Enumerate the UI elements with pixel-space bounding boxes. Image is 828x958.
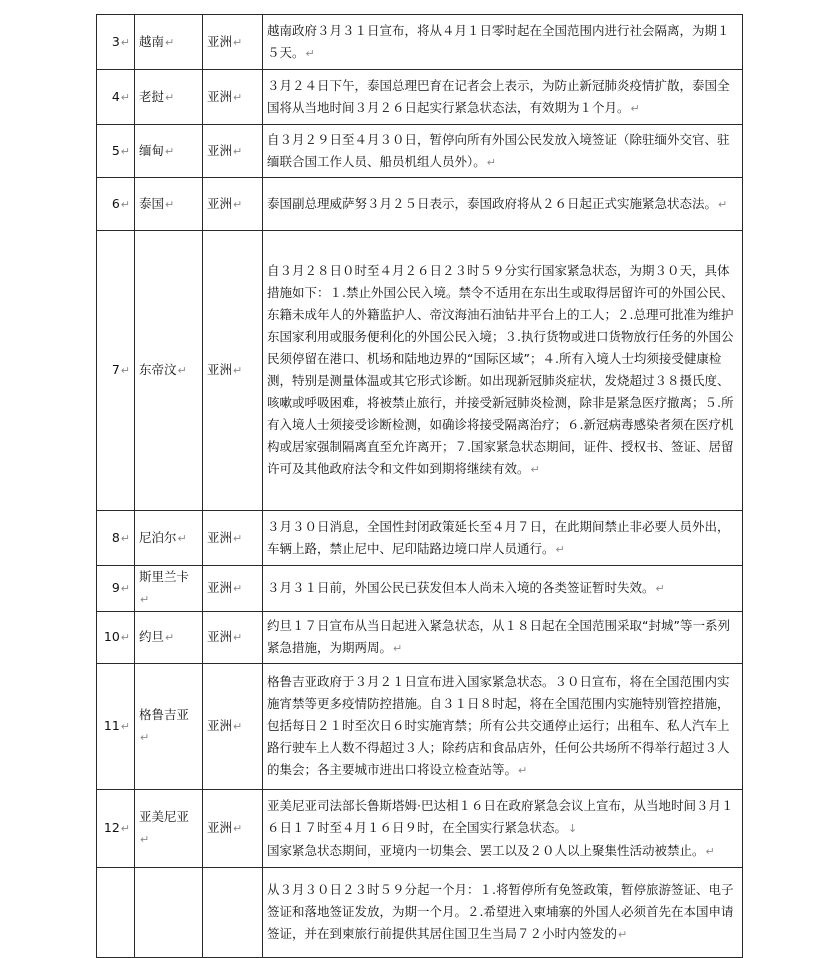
paragraph-mark-icon: ↵ bbox=[177, 364, 187, 377]
paragraph-mark-icon: ↵ bbox=[530, 463, 540, 476]
table-row bbox=[97, 70, 743, 125]
policy-text: 格鲁吉亚政府于３月２１日宣布进入国家紧急状态。３０日宣布，将在全国范围内实施宵禁等更多疫情防控措施。自３１日８时起，将在全国范围内实施特别管控措施，包括每日２１时至次日６时实施宵禁；所有公共交通停止运行；出租车、私人汽车上路行驶车上人数不得超过３人；除药店和食品店外，任何公共场所不得举行超过３人的集会；各主要城市进出口将设立检查站等。 bbox=[267, 674, 730, 777]
region-cell-text: 亚洲 bbox=[207, 529, 233, 545]
policy-text: 泰国副总理威萨努３月２５日表示，泰国政府将从２６日起正式实施紧急状态法。 bbox=[267, 195, 718, 211]
policy-description-cell bbox=[263, 664, 743, 790]
policy-text: ３月３０日消息，全国性封闭政策延长至４月７日，在此期间禁止非必要人员外出，车辆上路，禁止尼中、尼印陆路边境口岸人员通行。 bbox=[267, 518, 730, 556]
region-cell bbox=[203, 15, 263, 70]
paragraph-mark-icon: ↵ bbox=[555, 542, 565, 556]
table-row bbox=[97, 125, 743, 178]
policy-description-cell bbox=[263, 511, 743, 566]
region-cell-text: 亚洲 bbox=[207, 718, 233, 733]
policy-paragraph bbox=[267, 671, 738, 782]
table-row bbox=[97, 178, 743, 231]
table-row bbox=[97, 511, 743, 566]
row-number-cell-text: 5 bbox=[111, 142, 120, 158]
paragraph-mark-icon: ↵ bbox=[233, 582, 243, 595]
region-cell bbox=[203, 231, 263, 511]
region-cell-text: 亚洲 bbox=[207, 362, 233, 377]
paragraph-mark-icon: ↵ bbox=[486, 155, 496, 169]
country-cell bbox=[135, 868, 203, 958]
region-cell bbox=[203, 664, 263, 790]
row-number-cell bbox=[97, 664, 135, 790]
policy-description-cell bbox=[263, 868, 743, 958]
country-cell-text: 尼泊尔 bbox=[139, 529, 177, 545]
region-cell bbox=[203, 566, 263, 612]
policy-description-cell bbox=[263, 70, 743, 125]
row-number-cell-text: 7 bbox=[111, 362, 120, 377]
paragraph-mark-icon: ↵ bbox=[120, 35, 130, 49]
row-number-cell bbox=[97, 70, 135, 125]
paragraph-mark-icon: ↵ bbox=[655, 582, 665, 595]
policy-text: 国家紧急状态期间，亚境内一切集会、罢工以及２０人以上聚集性活动被禁止。 bbox=[267, 842, 705, 858]
policy-description-cell bbox=[263, 790, 743, 868]
policy-paragraph bbox=[267, 193, 738, 216]
paragraph-mark-icon: ↵ bbox=[140, 731, 150, 744]
region-cell bbox=[203, 511, 263, 566]
row-number-cell bbox=[97, 790, 135, 868]
country-cell-text: 缅甸 bbox=[139, 142, 165, 158]
policy-text: ３月２４日下午，泰国总理巴育在记者会上表示，为防止新冠肺炎疫情扩散，泰国全国将从当地时间３月２６日起实行紧急状态法，有效期为１个月。 bbox=[267, 77, 730, 115]
paragraph-mark-icon: ↵ bbox=[120, 90, 130, 104]
paragraph-mark-icon: ↵ bbox=[233, 822, 243, 835]
paragraph-mark-icon: ↵ bbox=[120, 822, 130, 835]
row-number-cell bbox=[97, 868, 135, 958]
table-row bbox=[97, 15, 743, 70]
country-cell bbox=[135, 566, 203, 612]
paragraph-mark-icon: ↵ bbox=[233, 364, 243, 377]
paragraph-mark-icon: ↵ bbox=[177, 531, 187, 545]
policy-paragraph bbox=[267, 615, 738, 660]
table-row bbox=[97, 566, 743, 612]
paragraph-mark-icon: ↵ bbox=[393, 642, 403, 655]
paragraph-mark-icon: ↵ bbox=[140, 833, 150, 846]
row-number-cell-text: 6 bbox=[111, 195, 120, 211]
line-break-icon: ↓ bbox=[568, 821, 578, 835]
region-cell-text: 亚洲 bbox=[207, 820, 233, 835]
row-number-cell-text: 12 bbox=[103, 820, 120, 835]
policy-paragraph bbox=[267, 516, 738, 561]
paragraph-mark-icon: ↵ bbox=[165, 35, 175, 49]
row-number-cell bbox=[97, 566, 135, 612]
country-cell bbox=[135, 612, 203, 664]
country-cell bbox=[135, 790, 203, 868]
paragraph-mark-icon: ↵ bbox=[518, 764, 528, 777]
paragraph-mark-icon: ↵ bbox=[120, 582, 130, 595]
paragraph-mark-icon: ↵ bbox=[120, 144, 130, 158]
region-cell-text: 亚洲 bbox=[207, 33, 233, 49]
table-row bbox=[97, 231, 743, 511]
region-cell-text: 亚洲 bbox=[207, 629, 233, 644]
row-number-cell-text: 8 bbox=[111, 529, 120, 545]
row-number-cell bbox=[97, 178, 135, 231]
paragraph-mark-icon: ↵ bbox=[165, 197, 175, 211]
policy-paragraph bbox=[267, 879, 738, 946]
paragraph-mark-icon: ↵ bbox=[165, 144, 175, 158]
paragraph-mark-icon: ↵ bbox=[120, 631, 130, 644]
country-cell bbox=[135, 125, 203, 178]
region-cell-text: 亚洲 bbox=[207, 88, 233, 104]
row-number-cell bbox=[97, 125, 135, 178]
policy-paragraph bbox=[267, 795, 738, 840]
region-cell bbox=[203, 868, 263, 958]
policy-paragraph bbox=[267, 20, 738, 65]
paragraph-mark-icon: ↵ bbox=[120, 364, 130, 377]
row-number-cell bbox=[97, 231, 135, 511]
policy-text: 自３月２９日至４月３０日，暂停向所有外国公民发放入境签证（除驻缅外交官、驻缅联合国工作人员、船员机组人员外）。 bbox=[267, 131, 730, 169]
paragraph-mark-icon: ↵ bbox=[120, 720, 130, 733]
paragraph-mark-icon: ↵ bbox=[233, 90, 243, 104]
policy-text: 约旦１７日宣布从当日起进入紧急状态，从１８日起在全国范围采取“封城”等一系列紧急措施，为期两周。 bbox=[267, 618, 730, 655]
region-cell bbox=[203, 70, 263, 125]
row-number-cell bbox=[97, 511, 135, 566]
policy-description-cell bbox=[263, 566, 743, 612]
policy-text: 亚美尼亚司法部长鲁斯塔姆·巴达相１６日在政府紧急会议上宣布，从当地时间３月１６日１７时至４月１６日９时，在全国实行紧急状态。 bbox=[267, 797, 734, 835]
policy-text: 自３月２８日０时至４月２６日２３时５９分实行国家紧急状态，为期３０天，具体措施如下：１.禁止外国公民入境。禁令不适用在东出生或取得居留许可的外国公民、东籍未成年人的外籍监护人、帝汶海油石油钻井平台上的工人；２.总理可批准为维护东国家利用或服务便利化的外国公民入境；３.执行货物或进口货物放行任务的外国公民须停留在港口、机场和陆地边界的“国际区域”；４.所有入境人士均须接受健康检测，特别是测量体温或其它形式诊断。如出现新冠肺炎症状，发烧超过３８摄氏度、咳嗽或呼吸困难，将被禁止旅行，并接受新冠肺炎检测，除非是紧急医疗撤离；５.所有入境人士须接受诊断检测，如确诊将接受隔离治疗；６.新冠病毒感染者须在医疗机构或居家强制隔离直至允许离开；７.国家紧急状态期间，证件、授权书、签证、居留许可及其他政府法令和文件如到期将继续有效。 bbox=[267, 263, 734, 476]
row-number-cell-text: 4 bbox=[111, 88, 120, 104]
table-row bbox=[97, 664, 743, 790]
paragraph-mark-icon: ↵ bbox=[233, 631, 243, 644]
paragraph-mark-icon: ↵ bbox=[165, 90, 175, 104]
region-cell bbox=[203, 612, 263, 664]
row-number-cell-text: 11 bbox=[103, 718, 120, 733]
policy-paragraph bbox=[267, 260, 738, 481]
country-cell-text: 泰国 bbox=[139, 195, 165, 211]
region-cell-text: 亚洲 bbox=[207, 580, 233, 595]
policy-paragraph bbox=[267, 840, 738, 863]
country-cell-text: 格鲁吉亚 bbox=[139, 707, 190, 722]
paragraph-mark-icon: ↵ bbox=[305, 46, 315, 60]
country-cell bbox=[135, 70, 203, 125]
country-cell-text: 斯里兰卡 bbox=[139, 569, 190, 584]
country-cell bbox=[135, 15, 203, 70]
paragraph-mark-icon: ↵ bbox=[120, 531, 130, 545]
policy-description-cell bbox=[263, 15, 743, 70]
row-number-cell-text: 3 bbox=[111, 33, 120, 49]
table-row bbox=[97, 868, 743, 958]
paragraph-mark-icon: ↵ bbox=[718, 197, 728, 211]
country-cell bbox=[135, 231, 203, 511]
country-cell-text: 越南 bbox=[139, 33, 165, 49]
row-number-cell bbox=[97, 612, 135, 664]
table-row bbox=[97, 790, 743, 868]
country-cell bbox=[135, 511, 203, 566]
policy-description-cell bbox=[263, 612, 743, 664]
paragraph-mark-icon: ↵ bbox=[233, 197, 243, 211]
paragraph-mark-icon: ↵ bbox=[233, 531, 243, 545]
paragraph-mark-icon: ↵ bbox=[233, 35, 243, 49]
country-cell-text: 亚美尼亚 bbox=[139, 809, 190, 824]
country-policy-table bbox=[96, 14, 743, 958]
region-cell bbox=[203, 178, 263, 231]
policy-paragraph bbox=[267, 129, 738, 174]
row-number-cell-text: 9 bbox=[111, 580, 120, 595]
paragraph-mark-icon: ↵ bbox=[165, 631, 175, 644]
paragraph-mark-icon: ↵ bbox=[233, 144, 243, 158]
region-cell bbox=[203, 790, 263, 868]
table-row bbox=[97, 612, 743, 664]
country-cell-text: 老挝 bbox=[139, 88, 165, 104]
country-cell bbox=[135, 664, 203, 790]
row-number-cell-text: 10 bbox=[103, 629, 120, 644]
country-cell-text: 东帝汶 bbox=[139, 362, 177, 377]
table-body bbox=[97, 15, 743, 958]
paragraph-mark-icon: ↵ bbox=[705, 844, 715, 858]
country-cell bbox=[135, 178, 203, 231]
paragraph-mark-icon: ↵ bbox=[140, 593, 150, 606]
paragraph-mark-icon: ↵ bbox=[630, 101, 640, 115]
policy-paragraph bbox=[267, 75, 738, 120]
paragraph-mark-icon: ↵ bbox=[233, 720, 243, 733]
paragraph-mark-icon: ↵ bbox=[618, 928, 628, 941]
paragraph-mark-icon: ↵ bbox=[120, 197, 130, 211]
region-cell-text: 亚洲 bbox=[207, 195, 233, 211]
policy-description-cell bbox=[263, 125, 743, 178]
policy-description-cell bbox=[263, 231, 743, 511]
region-cell bbox=[203, 125, 263, 178]
policy-text: 越南政府３月３１日宣布，将从４月１日零时起在全国范围内进行社会隔离，为期１５天。 bbox=[267, 22, 730, 60]
row-number-cell bbox=[97, 15, 135, 70]
country-cell-text: 约旦 bbox=[139, 629, 165, 644]
policy-paragraph bbox=[267, 577, 738, 600]
policy-text: ３月３１日前，外国公民已获发但本人尚未入境的各类签证暂时失效。 bbox=[267, 580, 655, 595]
policy-description-cell bbox=[263, 178, 743, 231]
region-cell-text: 亚洲 bbox=[207, 142, 233, 158]
policy-text: 从３月３０日２３时５９分起一个月：１.将暂停所有免签政策，暂停旅游签证、电子签证和落地签证发放，为期一个月。２.希望进入柬埔寨的外国人必须首先在本国申请签证，并在到柬旅行前提供其居住国卫生当局７２小时内签发的 bbox=[267, 882, 734, 941]
